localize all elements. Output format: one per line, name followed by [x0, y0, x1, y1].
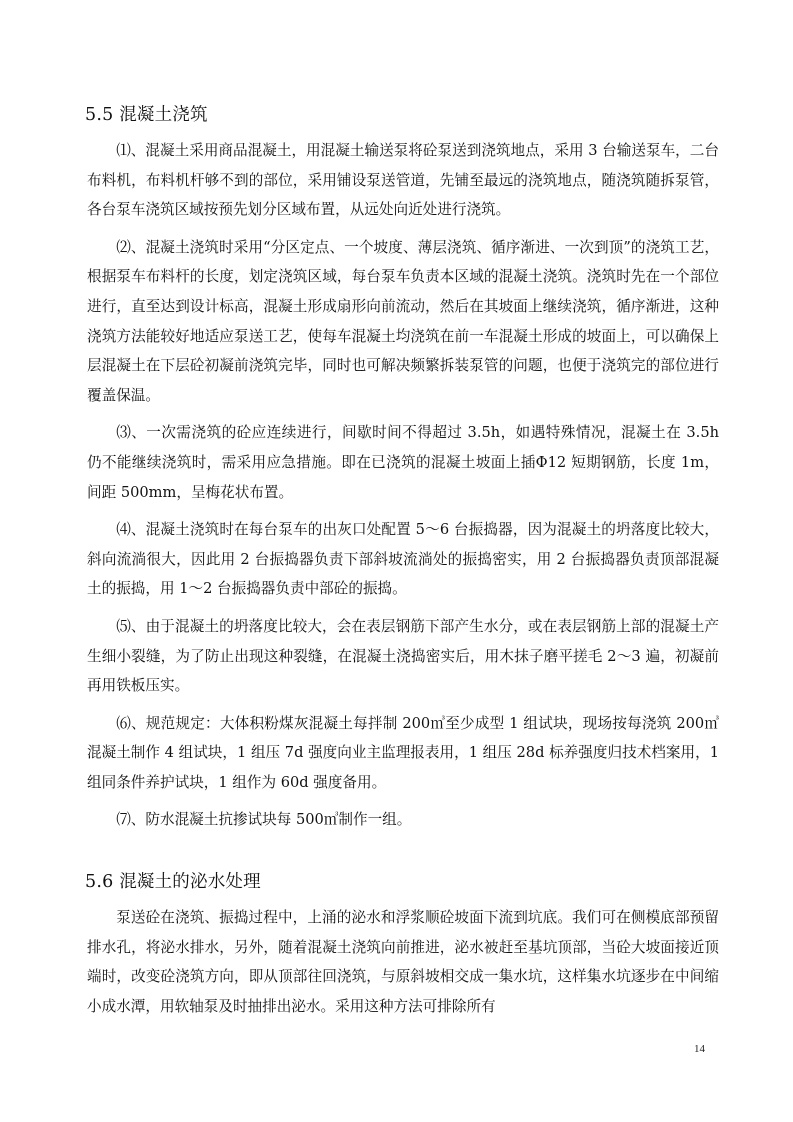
section-bleeding-water [87, 867, 719, 1021]
paragraph: ⑶、一次需浇筑的砼应连续进行，间歇时间不得超过 3.5h，如遇特殊情况，混凝土在 3.5h 仍不能继续浇筑时，需采用应急措施。即在已浇筑的混凝土坡面上插Φ12 短期钢筋，长度 1m，间距 500mm，呈梅花状布置。 [87, 424, 719, 501]
section-heading: 5.6 混凝土的泌水处理 [85, 872, 261, 893]
paragraph: 泵送砼在浇筑、振捣过程中，上涌的泌水和浮浆顺砼坡面下流到坑底。我们可在侧模底部预留排水孔，将泌水排水，另外，随着混凝土浇筑向前推进，泌水被赶至基坑顶部，当砼大坡面接近顶端时，改变砼浇筑方向，即从顶部往回浇筑，与原斜坡相交成一集水坑，这样集水坑逐步在中间缩小成水潭，用软轴泵及时抽排出泌水。采用这种方法可排除所有 [87, 909, 719, 1015]
paragraph: ⑺、防水混凝土抗掺试块每 500㎥制作一组。 [116, 811, 412, 829]
paragraph: ⑸、由于混凝土的坍落度比较大，会在表层钢筋下部产生水分，或在表层钢筋上部的混凝土产生细小裂缝，为了防止出现这种裂缝，在混凝土浇捣密实后，用木抹子磨平搓毛 2～3 遍，初凝前再用铁板压实。 [87, 617, 719, 695]
paragraph: ⑵、混凝土浇筑时采用“分区定点、一个坡度、薄层浇筑、循序渐进、一次到顶”的浇筑工艺，根据泵车布料杆的长度，划定浇筑区域，每台泵车负责本区域的混凝土浇筑。浇筑时先在一个部位进行，直至达到设计标高，混凝土形成扇形向前流动，然后在其坡面上继续浇筑，循序渐进，这种浇筑方法能较好地适应泵送工艺，使每车混凝土均浇筑在前一车混凝土形成的坡面上，可以确保上层混凝土在下层砼初凝前浇筑完毕，同时也可解决频繁拆装泵管的问题，也便于浇筑完的部位进行覆盖保温。 [87, 238, 719, 404]
paragraph: ⑹、规范规定：大体积粉煤灰混凝土每拌制 200㎥至少成型 1 组试块，现场按每浇筑 200㎥混凝土制作 4 组试块，1 组压 7d 强度向业主监理报表用，1 组压 28d 标养强度归技术档案用，1 组同条件养护试块，1 组作为 60d 强度备用。 [87, 714, 719, 791]
page-number: 14 [694, 1043, 705, 1055]
paragraph: ⑴、混凝土采用商品混凝土，用混凝土输送泵将砼泵送到浇筑地点，采用 3 台输送泵车，二台布料机，布料机杆够不到的部位，采用铺设泵送管道，先铺至最远的浇筑地点，随浇筑随拆泵管，各台泵车浇筑区域按预先划分区域布置，从远处向近处进行浇筑。 [87, 142, 719, 219]
paragraph: ⑷、混凝土浇筑时在每台泵车的出灰口处配置 5～6 台振捣器，因为混凝土的坍落度比较大，斜向流淌很大，因此用 2 台振捣器负责下部斜坡流淌处的振捣密实，用 2 台振捣器负责顶部混凝土的振捣，用 1～2 台振捣器负责中部砼的振捣。 [87, 521, 719, 598]
page-content [87, 100, 719, 1029]
section-concrete-pouring [87, 100, 719, 835]
section-heading: 5.5 混凝土浇筑 [85, 105, 208, 125]
